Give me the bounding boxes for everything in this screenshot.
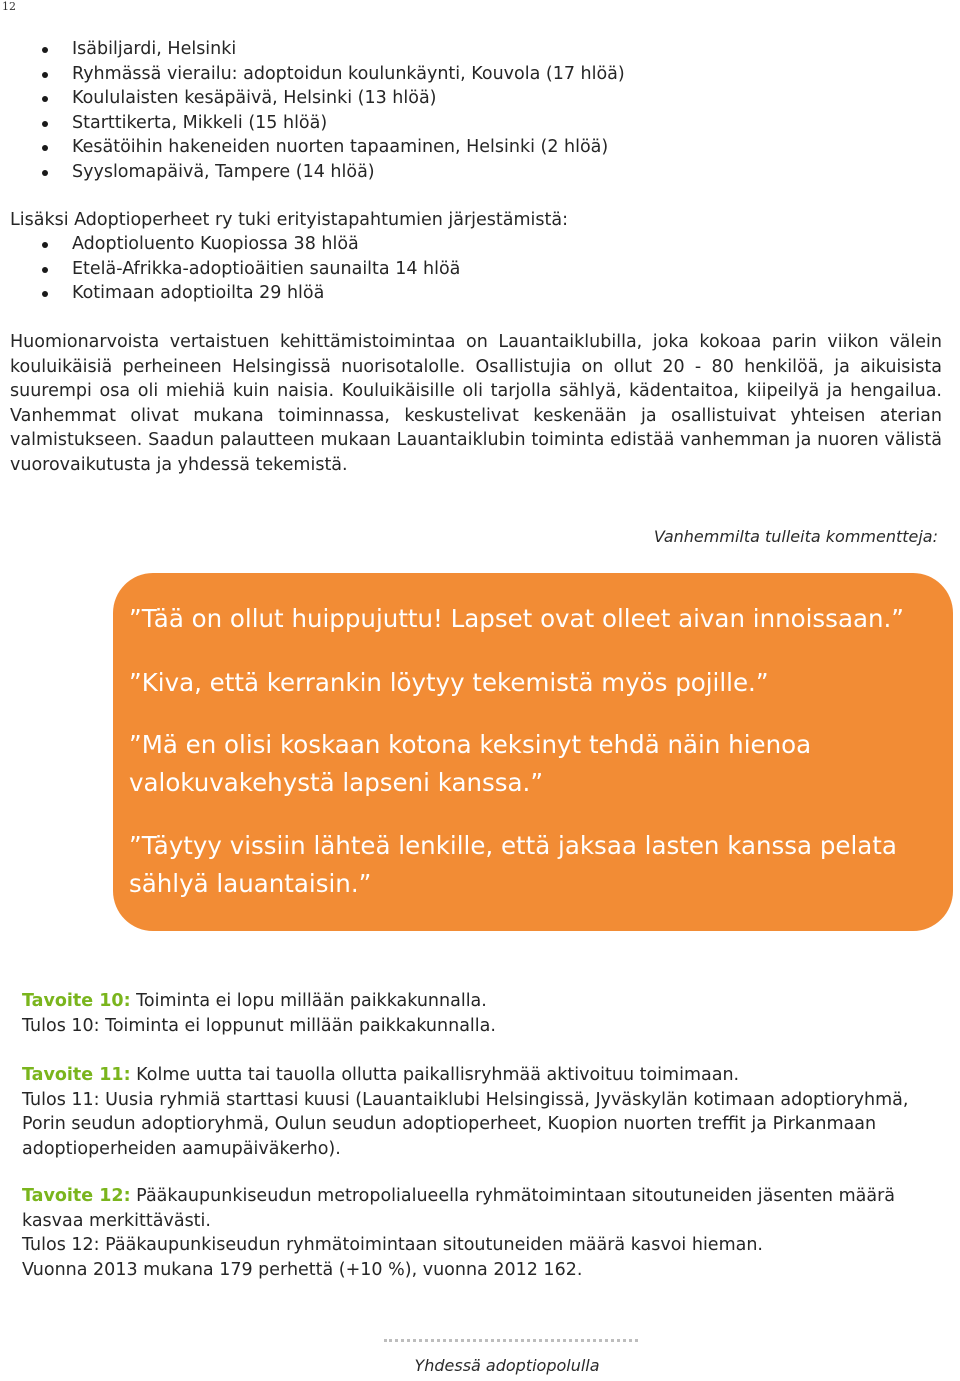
goal-tag: Tavoite 12: xyxy=(22,1186,131,1206)
footer-title: Yhdessä adoptiopolulla xyxy=(414,1356,600,1375)
result-line: Tulos 11: Uusia ryhmiä starttasi kuusi (Lauantaiklubi Helsingissä, Jyväskylän kotimaan adoptioryhmä, Porin seudun adoptioryhmä, Oulun seudun adoptioperheet, Kuopion nuorten treffit ja Pirkanmaan adoptioperheiden aamupäiväkerho). xyxy=(22,1089,909,1159)
goal-block-11 xyxy=(22,1063,952,1161)
goal-line xyxy=(22,1063,952,1088)
result-line: Tulos 10: Toiminta ei loppunut millään paikkakunnalla. xyxy=(22,1015,496,1036)
goal-tag: Tavoite 11: xyxy=(22,1065,131,1085)
goal-text: Kolme uutta tai tauolla ollutta paikallisryhmää aktivoituu toimimaan. xyxy=(130,1065,740,1085)
list-item: Isäbiljardi, Helsinki xyxy=(38,37,625,62)
result-line: Tulos 12: Pääkaupunkiseudun ryhmätoimintaan sitoutuneiden määrä kasvoi hieman. xyxy=(22,1235,763,1255)
goal-text: Pääkaupunkiseudun metropolialueella ryhmätoimintaan sitoutuneiden jäsenten määrä kasvaa merkittävästi. xyxy=(22,1186,896,1231)
goal-block-10 xyxy=(22,989,952,1038)
goal-text: Toiminta ei lopu millään paikkakunnalla. xyxy=(130,991,487,1011)
list-item: Koululaisten kesäpäivä, Helsinki (13 hlöä) xyxy=(38,86,625,111)
list-item: Starttikerta, Mikkeli (15 hlöä) xyxy=(38,111,625,136)
quote: ”Kiva, että kerrankin löytyy tekemistä myös pojille.” xyxy=(129,668,769,697)
quote: ”Täytyy vissiin lähteä lenkille, että jaksaa lasten kanssa pelata sählyä lauantaisin.” xyxy=(129,831,897,898)
list-item: Syyslomapäivä, Tampere (14 hlöä) xyxy=(38,160,625,185)
goal-block-12 xyxy=(22,1184,952,1282)
result-extra-line: Vuonna 2013 mukana 179 perhettä (+10 %), vuonna 2012 162. xyxy=(22,1259,583,1280)
list-item: Ryhmässä vierailu: adoptoidun koulunkäynti, Kouvola (17 hlöä) xyxy=(38,62,625,87)
footer-divider xyxy=(384,1339,638,1342)
quote: ”Mä en olisi koskaan kotona keksinyt tehdä näin hienoa valokuvakehystä lapseni kanssa.” xyxy=(129,730,812,797)
list-item: Etelä-Afrikka-adoptioäitien saunailta 14 hlöä xyxy=(38,257,460,282)
support-intro: Lisäksi Adoptioperheet ry tuki erityistapahtumien järjestämistä: xyxy=(10,210,569,230)
list-item: Kotimaan adoptioilta 29 hlöä xyxy=(38,281,460,306)
quote-box xyxy=(113,573,953,931)
events-list xyxy=(38,37,625,184)
list-item: Adoptioluento Kuopiossa 38 hlöä xyxy=(38,232,460,257)
goal-tag: Tavoite 10: xyxy=(22,991,131,1011)
comments-heading: Vanhemmilta tulleita kommentteja: xyxy=(653,527,938,546)
goal-line xyxy=(22,1184,952,1233)
list-item: Kesätöihin hakeneiden nuorten tapaaminen, Helsinki (2 hlöä) xyxy=(38,135,625,160)
page-number: 12 xyxy=(2,0,16,13)
support-list xyxy=(38,232,460,306)
goal-line xyxy=(22,989,952,1014)
body-paragraph: Huomionarvoista vertaistuen kehittämistoimintaa on Lauantaiklubilla, joka kokoaa parin viikon välein kouluikäisiä perheineen Helsingissä nuorisotalolle. Osallistujia on ollut 20 - 80 henkilöä, ja aikuisista suurempi osa oli miehiä kuin naisia. Kouluikäisille oli tarjolla sählyä, kädentaitoa, kiipeilyä ja hengailua. Vanhemmat olivat mukana toiminnassa, keskustelivat keskenään ja osallistuivat yhteisen aterian valmistukseen. Saadun palautteen mukaan Lauantaiklubin toiminta edistää vanhemman ja nuoren välistä vuorovaikutusta ja yhdessä tekemistä. xyxy=(10,332,942,475)
quote: ”Tää on ollut huippujuttu! Lapset ovat olleet aivan innoissaan.” xyxy=(129,604,904,633)
